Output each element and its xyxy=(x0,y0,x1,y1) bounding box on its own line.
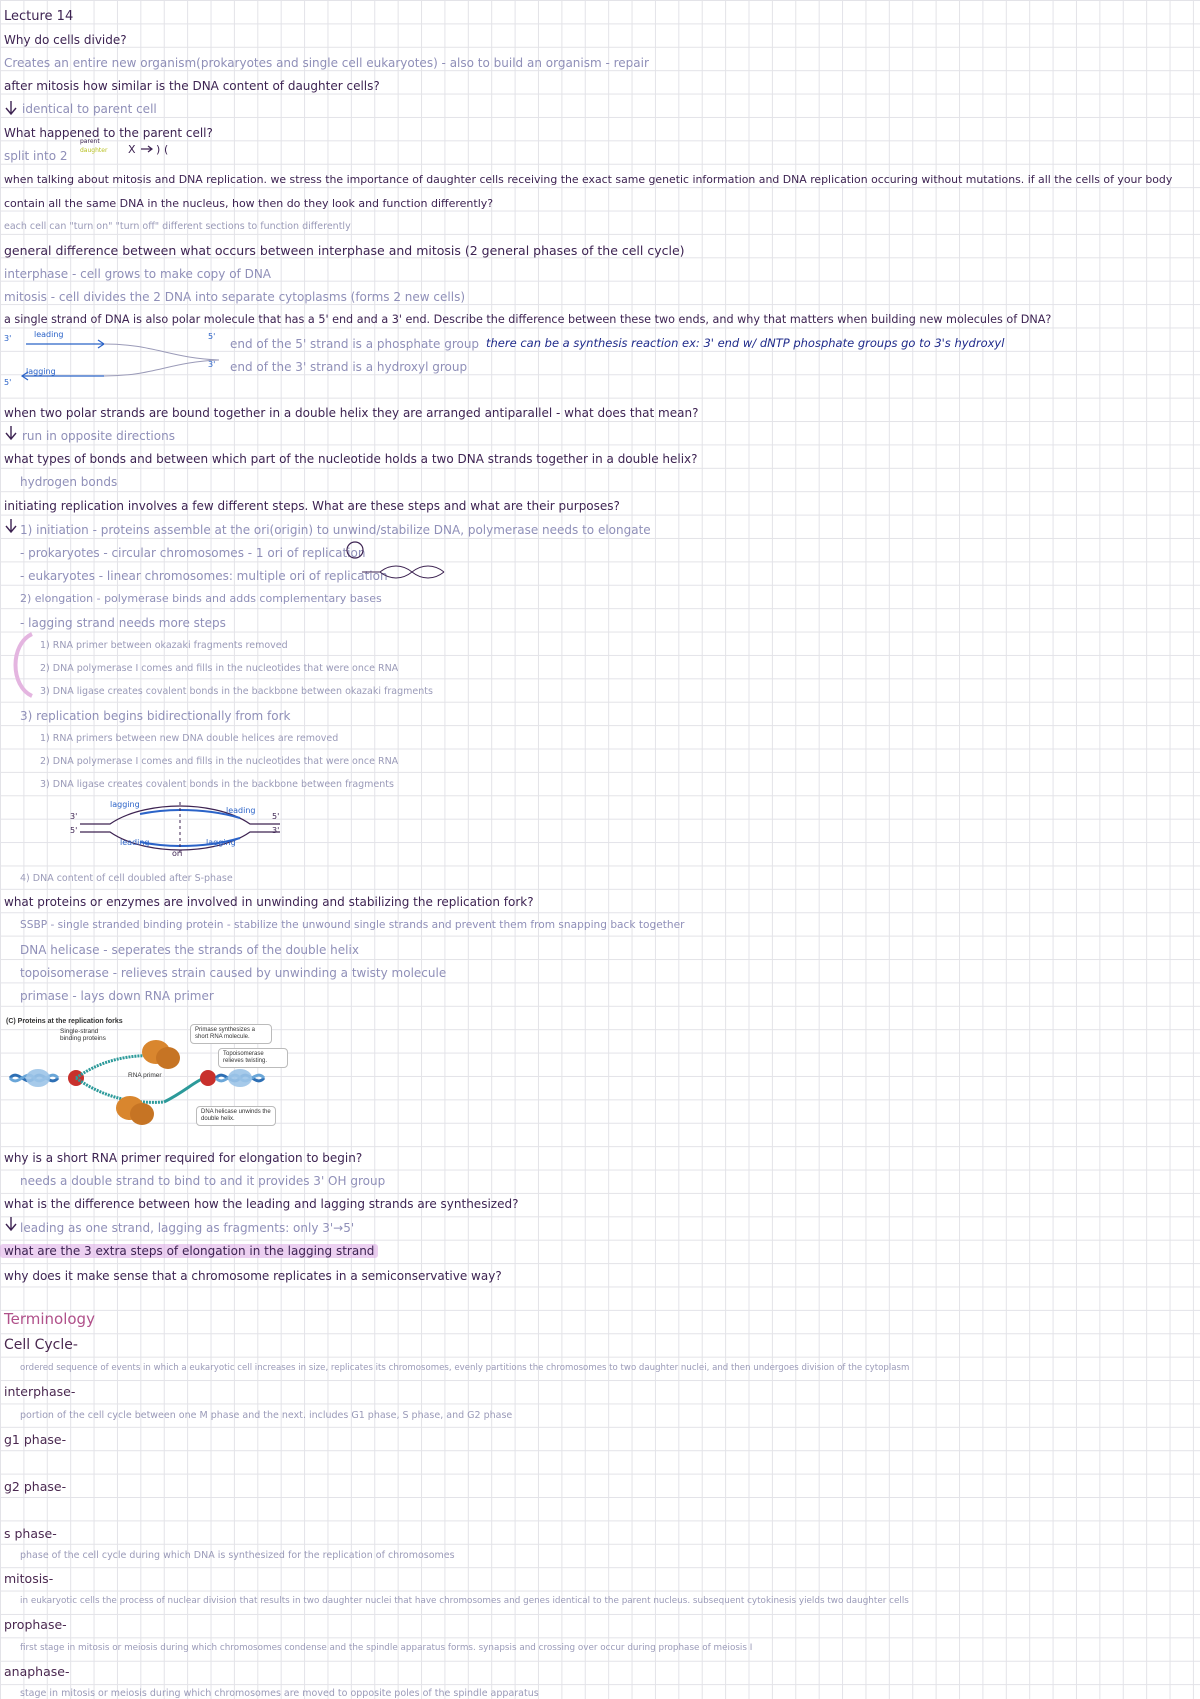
bubble-label-lagging: lagging xyxy=(110,800,140,809)
circular-chromosome-icon xyxy=(345,540,365,560)
term-cell-cycle: Cell Cycle- xyxy=(4,1337,78,1353)
figure-label-rna-primer: RNA primer xyxy=(128,1072,162,1079)
question-interphase-mitosis: general difference between what occurs between interphase and mitosis (2 general phases of the cell cycle) xyxy=(4,243,685,258)
answer-dna-similarity: identical to parent cell xyxy=(22,102,157,116)
down-arrow-icon xyxy=(4,100,18,116)
daughter-mini-label: daughter xyxy=(80,147,108,154)
answer-rna-primer: needs a double strand to bind to and it provides 3' OH group xyxy=(20,1174,386,1188)
protein-ssbp: SSBP - single stranded binding protein - stabilize the unwound single strands and prevent them from snapping back together xyxy=(20,919,685,931)
term-g2-phase: g2 phase- xyxy=(4,1479,67,1494)
question-why-divide: Why do cells divide? xyxy=(4,33,127,47)
step-initiation: 1) initiation - proteins assemble at the ori(origin) to unwind/stabilize DNA, polymerase needs to elongate xyxy=(20,523,651,537)
step-elongation: 2) elongation - polymerase binds and adds complementary bases xyxy=(20,592,382,605)
step-eukaryotes: - eukaryotes - linear chromosomes: multiple ori of replication xyxy=(20,569,388,583)
bubble-label-ori: ori xyxy=(172,849,183,858)
figure-label-primase: Primase synthesizes a short RNA molecule. xyxy=(190,1024,272,1044)
answer-3-prime-end: end of the 3' strand is a hydroxyl group xyxy=(230,360,468,374)
term-anaphase: anaphase- xyxy=(4,1664,70,1679)
step-bidirectional-2: 2) DNA polymerase I comes and fills in the nucleotides that were once RNA xyxy=(40,756,399,767)
answer-interphase: interphase - cell grows to make copy of DNA xyxy=(4,267,272,281)
bubble-label-leading-bottom: leading xyxy=(120,838,150,847)
question-bonds: what types of bonds and between which part of the nucleotide holds a two DNA strands together in a double helix? xyxy=(4,452,698,466)
def-s-phase: phase of the cell cycle during which DNA is synthesized for the replication of chromosomes xyxy=(20,1550,455,1561)
label-leading-top: leading xyxy=(34,330,64,339)
answer-antiparallel: run in opposite directions xyxy=(22,429,175,443)
svg-text:(: ( xyxy=(164,143,169,156)
answer-mitosis: mitosis - cell divides the 2 DNA into separate cytoplasms (forms 2 new cells) xyxy=(4,290,466,304)
answer-cell-function: each cell can "turn on" "turn off" different sections to function differently xyxy=(4,221,351,232)
term-prophase: prophase- xyxy=(4,1617,67,1632)
protein-helicase: DNA helicase - seperates the strands of the double helix xyxy=(20,943,359,957)
svg-text:X: X xyxy=(128,143,136,156)
label-5-prime-end: 5' xyxy=(208,332,216,341)
figure-label-topoisomerase: Topoisomerase relieves twisting. xyxy=(218,1048,288,1068)
dna-polarity-sketch xyxy=(4,330,224,390)
replication-fork-figure xyxy=(4,1012,280,1130)
step-lagging-more: - lagging strand needs more steps xyxy=(20,616,226,630)
question-rna-primer: why is a short RNA primer required for elongation to begin? xyxy=(4,1151,363,1165)
figure-title: (C) Proteins at the replication forks xyxy=(6,1018,123,1025)
bracket-highlight xyxy=(6,632,36,698)
step-lagging-2: 2) DNA polymerase I comes and fills in the nucleotides that were once RNA xyxy=(40,663,399,674)
down-arrow-icon xyxy=(4,518,18,534)
question-cell-function-line1: when talking about mitosis and DNA replication. we stress the importance of daughter cells receiving the exact same genetic information and DNA replication occuring without mutations. if all the cells of your body xyxy=(4,173,1173,186)
figure-label-helicase: DNA helicase unwinds the double helix. xyxy=(196,1106,276,1126)
answer-why-divide: Creates an entire new organism(prokaryotes and single cell eukaryotes) - also to build an organism - repair xyxy=(4,56,649,70)
question-extra-steps: what are the 3 extra steps of elongation in the lagging strand xyxy=(0,1244,378,1258)
label-3-prime-top: 3' xyxy=(4,334,12,343)
def-interphase: portion of the cell cycle between one M phase and the next. includes G1 phase, S phase, and G2 phase xyxy=(20,1410,513,1421)
question-leading-lagging: what is the difference between how the leading and lagging strands are synthesized? xyxy=(4,1197,519,1211)
question-antiparallel: when two polar strands are bound together in a double helix they are arranged antiparallel - what does that mean? xyxy=(4,406,699,420)
linear-chromosome-sketch xyxy=(360,560,450,584)
def-prophase: first stage in mitosis or meiosis during which chromosomes condense and the spindle apparatus forms. synapsis and crossing over occur during prophase of meiosis I xyxy=(20,1643,753,1653)
answer-5-prime-end: end of the 5' strand is a phosphate group xyxy=(230,337,480,351)
question-cell-function-line2: contain all the same DNA in the nucleus, how then do they look and function differently? xyxy=(4,197,494,210)
note-synthesis-reaction: there can be a synthesis reaction ex: 3' end w/ dNTP phosphate groups go to 3's hydroxyl xyxy=(486,336,1005,350)
term-s-phase: s phase- xyxy=(4,1526,57,1541)
question-fork-proteins: what proteins or enzymes are involved in unwinding and stabilizing the replication fork? xyxy=(4,895,534,909)
step-dna-doubled: 4) DNA content of cell doubled after S-phase xyxy=(20,873,233,884)
answer-leading-lagging: leading as one strand, lagging as fragments: only 3'→5' xyxy=(20,1221,355,1235)
answer-parent-cell: split into 2 xyxy=(4,149,68,163)
step-bidirectional-3: 3) DNA ligase creates covalent bonds in the backbone between fragments xyxy=(40,779,394,790)
replication-fork-illustration xyxy=(4,1012,280,1130)
def-mitosis: in eukaryotic cells the process of nuclear division that results in two daughter nuclei that have chromosomes and genes identical to the parent nucleus. subsequent cytokinesis yields two daughter cells xyxy=(20,1596,909,1606)
step-bidirectional-1: 1) RNA primers between new DNA double helices are removed xyxy=(40,733,339,744)
lecture-title: Lecture 14 xyxy=(4,9,74,24)
question-replication-steps: initiating replication involves a few different steps. What are these steps and what are their purposes? xyxy=(4,499,620,513)
protein-topoisomerase: topoisomerase - relieves strain caused by unwinding a twisty molecule xyxy=(20,966,447,980)
protein-primase: primase - lays down RNA primer xyxy=(20,989,214,1003)
label-5-prime-bottom: 5' xyxy=(4,378,12,387)
bubble-label-5-prime: 5' xyxy=(70,826,78,835)
term-mitosis: mitosis- xyxy=(4,1571,54,1586)
def-anaphase: stage in mitosis or meiosis during which chromosomes are moved to opposite poles of the spindle apparatus xyxy=(20,1688,539,1699)
bubble-label-3-prime-right: 3' xyxy=(272,826,280,835)
question-polar-ends: a single strand of DNA is also polar molecule that has a 5' end and a 3' end. Describe the difference between these two ends, and why that matters when building new molecules of DNA? xyxy=(4,313,1052,326)
def-cell-cycle: ordered sequence of events in which a eukaryotic cell increases in size, replicates its chromosomes, evenly partitions the chromosomes to two daughter nuclei, and then undergoes division of the cytoplasm xyxy=(20,1363,910,1373)
bubble-label-5-prime-right: 5' xyxy=(272,812,280,821)
term-g1-phase: g1 phase- xyxy=(4,1432,67,1447)
question-parent-cell: What happened to the parent cell? xyxy=(4,126,213,140)
cell-split-sketch-icon xyxy=(128,142,172,156)
step-lagging-1: 1) RNA primer between okazaki fragments removed xyxy=(40,640,288,651)
figure-label-ssb: Single-strand binding proteins xyxy=(60,1028,106,1043)
label-3-prime-end: 3' xyxy=(208,360,216,369)
bubble-label-leading: leading xyxy=(226,806,256,815)
bubble-label-lagging-bottom: lagging xyxy=(206,838,236,847)
parent-mini-label: parent xyxy=(80,138,100,145)
terminology-heading: Terminology xyxy=(4,1310,95,1328)
step-bidirectional: 3) replication begins bidirectionally from fork xyxy=(20,709,291,723)
svg-text:): ) xyxy=(156,143,161,156)
bubble-label-3-prime: 3' xyxy=(70,812,78,821)
step-prokaryotes: - prokaryotes - circular chromosomes - 1 ori of replication xyxy=(20,546,366,560)
down-arrow-icon xyxy=(4,425,18,441)
question-semiconservative: why does it make sense that a chromosome replicates in a semiconservative way? xyxy=(4,1269,502,1283)
answer-bonds: hydrogen bonds xyxy=(20,475,118,489)
step-lagging-3: 3) DNA ligase creates covalent bonds in the backbone between okazaki fragments xyxy=(40,686,433,697)
label-lagging-bottom: lagging xyxy=(26,367,56,376)
term-interphase: interphase- xyxy=(4,1384,76,1399)
question-dna-similarity: after mitosis how similar is the DNA content of daughter cells? xyxy=(4,79,380,93)
down-arrow-icon xyxy=(4,1216,18,1232)
